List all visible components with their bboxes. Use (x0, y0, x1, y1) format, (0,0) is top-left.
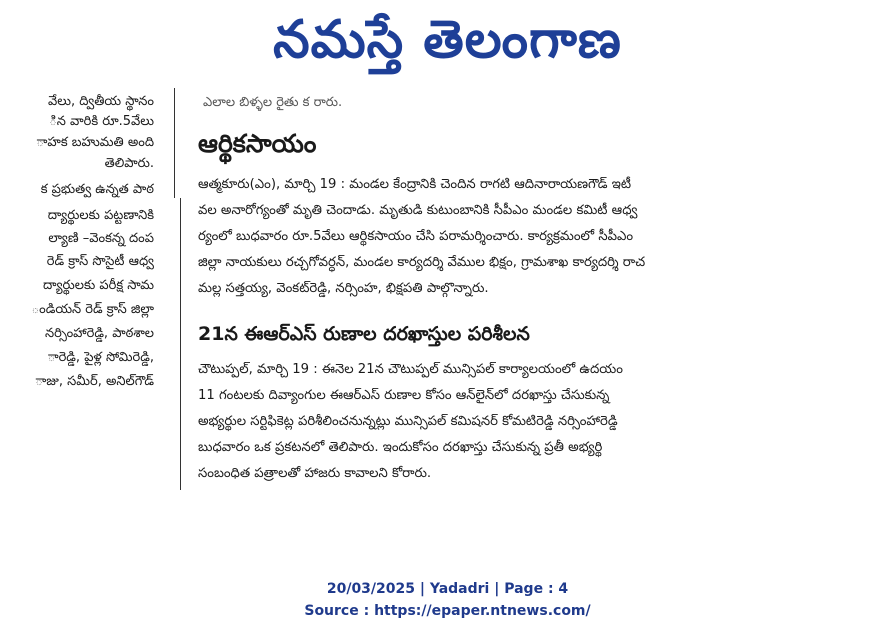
left-column-clipped-article (0, 92, 158, 470)
left-column-line: క ప్రభుత్వ ఉన్నత పాఠ (40, 182, 154, 197)
newspaper-masthead: నమస్తే తెలంగాణ (273, 10, 622, 70)
article-body-line: జిల్లా నాయకులు రచ్చగోవర్ధన్, మండల కార్యదర్శి వేముల భిక్షం, గ్రామశాఖ కార్యదర్శి రాచ (198, 255, 646, 270)
article-body-line: 11 గంటలకు దివ్యాంగుల ఈఆర్ఎస్ రుణాల కోసం ఆన్‌లైన్‌లో దరఖాస్తు చేసుకున్న (198, 388, 610, 403)
column-divider (174, 88, 175, 198)
article-headline-ers-loans: 21న ఈఆర్ఎస్ రుణాల దరఖాస్తుల పరిశీలన (198, 323, 530, 345)
left-column-line: తెలిపారు. (104, 156, 154, 171)
left-column-line: ారెడ్డి, పైళ్ల సోమిరెడ్డి, (47, 350, 154, 365)
page-footer (0, 578, 895, 622)
article-body-line: బుధవారం ఒక ప్రకటనలో తెలిపారు. ఇందుకోసం దరఖాస్తు చేసుకున్న ప్రతీ అభ్యర్థి (198, 440, 603, 455)
article-headline-financial-aid: ఆర్థికసాయం (198, 129, 317, 158)
article-body-line: సంబంధిత పత్రాలతో హాజరు కావాలని కోరారు. (198, 466, 432, 481)
article-body-line: ర్యంలో బుధవారం రూ.5వేలు ఆర్థికసాయం చేసి పరామర్శించారు. కార్యక్రమంలో సీపీఎం (198, 229, 634, 244)
left-column-line: ాజు, సమీర్, అనిల్‌గౌడ్ (35, 374, 154, 389)
article-body-line: అభ్యర్థుల సర్టిఫికెట్ల పరిశీలించనున్నట్లు మున్సిపల్ కమిషనర్ కోమటిరెడ్డి నర్సింహారెడ్డి (198, 414, 618, 429)
left-column-line: ద్యార్థులకు పట్టణానికి (47, 208, 154, 223)
source-url: Source : https://epaper.ntnews.com/ (304, 603, 591, 619)
left-column-line: ల్యాణి –వెంకన్న దంప (48, 231, 154, 246)
left-column-line: వేలు, ద్వితీయ స్థానం (48, 94, 154, 109)
left-column-line: ాహక బహుమతి అంది (36, 135, 154, 150)
article-body-line: మల్ల సత్తయ్య, వెంకట్‌రెడ్డి, నర్సింహ, భిక్షపతి పాల్గొన్నారు. (198, 281, 489, 296)
column-divider (180, 198, 181, 490)
article-body-line: వల అనారోగ్యంతో మృతి చెందాడు. మృతుడి కుటుంబానికి సీపీఎం మండల కమిటీ ఆధ్వ (198, 203, 638, 218)
article-body-line: ఆత్మకూరు(ఎం), మార్చి 19 : మండల కేంద్రానికి చెందిన రాగటి ఆదినారాయణగౌడ్ ఇటీ (198, 177, 632, 192)
article-body-line: చౌటుప్పల్, మార్చి 19 : ఈనెల 21న చౌటుప్పల్ మున్సిపల్ కార్యాలయంలో ఉదయం (198, 362, 623, 377)
left-column-line: రెడ్ క్రాస్ సొసైటీ ఆధ్వ (46, 254, 154, 269)
edition-info: 20/03/2025 | Yadadri | Page : 4 (326, 581, 569, 597)
left-column-line: నర్సింహారెడ్డి, పాఠశాల (45, 326, 154, 341)
left-column-line: ిన వారికి రూ.5వేలు (49, 114, 154, 129)
left-column-line: ండియన్ రెడ్ క్రాస్ జిల్లా (31, 302, 154, 317)
left-column-line: ద్యార్థులకు పరీక్ష సామ (43, 278, 154, 293)
cut-off-text-fragment: ఎలాల బిళ్ళల రైతు క రారు. (203, 95, 343, 110)
